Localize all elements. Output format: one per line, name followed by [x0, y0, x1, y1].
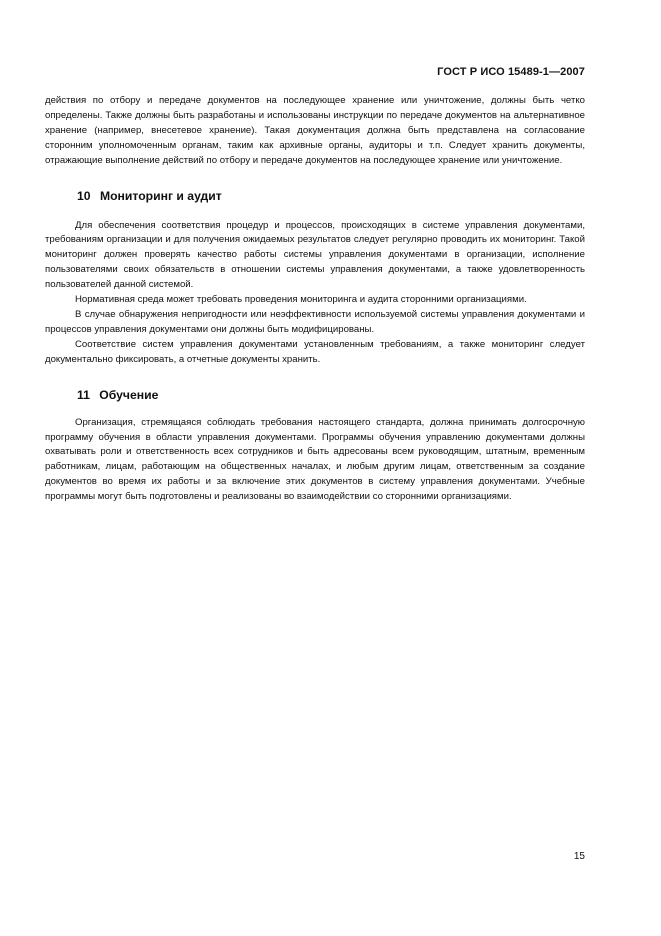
- section-10-heading: [45, 189, 585, 203]
- document-body: [45, 94, 585, 505]
- page-number: 15: [573, 851, 585, 862]
- section-11-heading: [45, 388, 585, 402]
- section-10-paragraph-2: Нормативная среда может требовать проведения мониторинга и аудита сторонними организациями.: [75, 294, 527, 306]
- section-10-paragraph-3: В случае обнаружения непригодности или неэффективности используемой системы управления документами и процессов управления документами они должны быть модифицированы.: [45, 308, 585, 335]
- section-10-title: Мониторинг и аудит: [99, 188, 222, 203]
- section-11-title: Обучение: [99, 387, 159, 402]
- section-11-number: 11: [77, 387, 90, 402]
- standard-header: ГОСТ Р ИСО 15489-1—2007: [437, 66, 585, 78]
- section-11-paragraph-1: Организация, стремящаяся соблюдать требования настоящего стандарта, должна принимать долгосрочную программу обучения в области управления документами. Программы обучения управлению документами должны охватывать роли и ответственность всех сотрудников и быть адресованы всем руководящим, штатным, временным работникам, лицам, работающим на общественных началах, и любым другим лицам, ответственным за создание документов во время их работы и за включение этих документов в систему управления документами. Учебные программы могут быть подготовлены и реализованы во взаимодействии со сторонними организациями.: [45, 416, 585, 503]
- section-10-paragraph-1: Для обеспечения соответствия процедур и процессов, происходящих в системе управления документами, требованиям организации и для получения ожидаемых результатов следует регулярно проводить их мониторинг. Такой мониторинг должен проверять качество работы системы управления документами в организации, исполнение пользователями своих обязательств в отношении системы управления документами, а также удовлетворенность пользователей данной системой.: [45, 219, 585, 291]
- section-10-paragraph-4: Соответствие систем управления документами установленным требованиям, а также мониторинг следует документально фиксировать, а отчетные документы хранить.: [45, 338, 585, 365]
- intro-paragraph: действия по отбору и передаче документов на последующее хранение или уничтожение, должны быть четко определены. Также должны быть разработаны и использованы инструкции по передаче документов на альтернативное хранение (например, внесетевое хранение). Такая документация должна быть представлена на согласование сторонним уполномоченным органам, таким как архивные органы, аудиторы и т.п. Следует хранить документы, отражающие выполнение действий по отбору и передаче документов на последующее хранение или уничтожение.: [45, 95, 585, 166]
- section-10-number: 10: [77, 188, 91, 203]
